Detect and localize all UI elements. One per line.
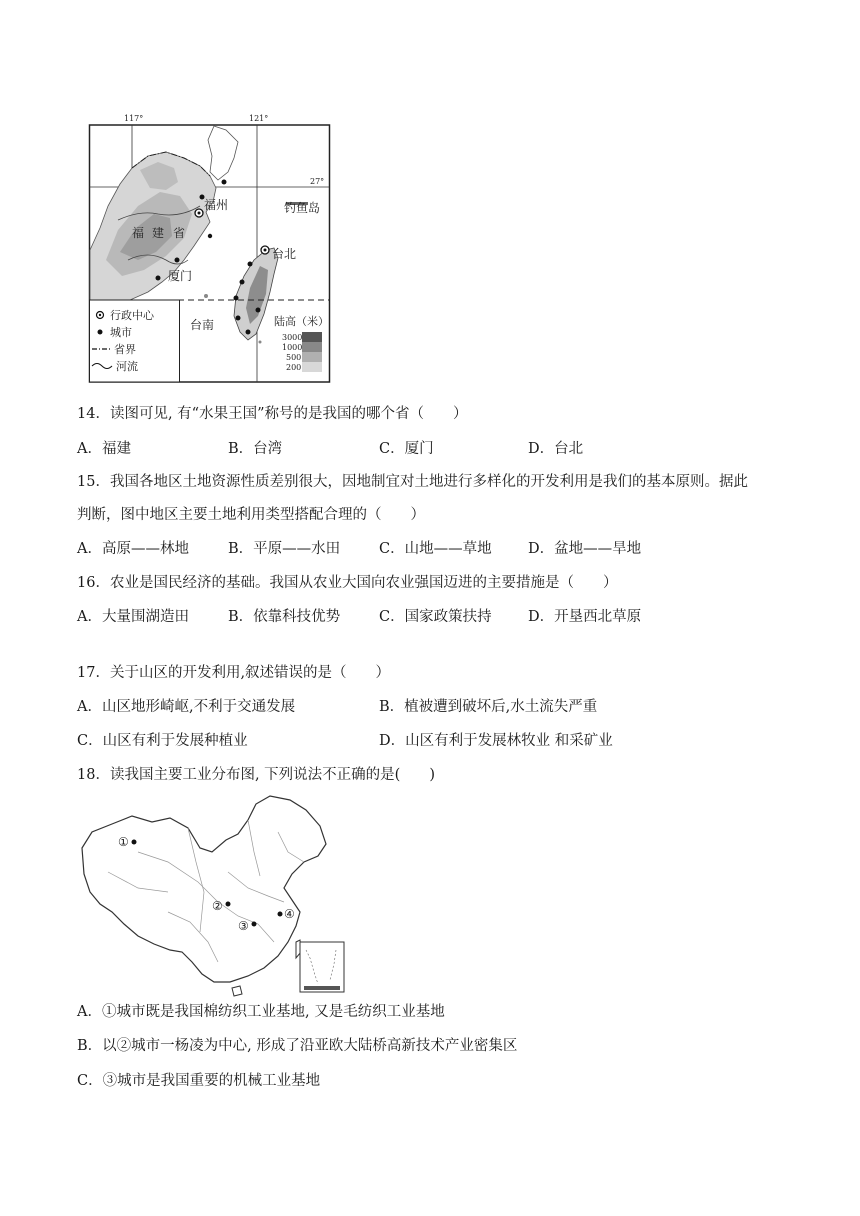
lon-label-117: 117° — [124, 114, 144, 123]
label-taibei: 台北 — [272, 247, 297, 261]
lat-label-27: 27° — [310, 177, 325, 186]
tainan-dot — [236, 316, 241, 321]
legend-admin-center: 行政中心 — [110, 309, 154, 322]
q15-option-a[interactable]: A．高原——林地 — [77, 541, 189, 557]
q17-stem: 17．关于山区的开发利用,叙述错误的是（ ） — [77, 665, 391, 681]
q16-option-d[interactable]: D．开垦西北草原 — [528, 609, 642, 625]
marker-1: ① — [118, 835, 129, 849]
q17-option-b[interactable]: B．植被遭到破坏后,水土流失严重 — [379, 699, 598, 715]
elev-label-3000: 3000 — [282, 333, 303, 342]
q18-option-b[interactable]: B．以②城市一杨凌为中心, 形成了沿亚欧大陆桥高新技术产业密集区 — [77, 1038, 518, 1054]
q15-option-b[interactable]: B．平原——水田 — [228, 541, 341, 557]
q17-option-a[interactable]: A．山区地形崎岖,不利于交通发展 — [77, 699, 296, 715]
elev-label-200: 200 — [286, 363, 302, 372]
elevation-title: 陆高（米） — [274, 315, 329, 328]
china-industry-map — [78, 792, 350, 997]
elev-label-500: 500 — [286, 353, 302, 362]
q16-option-a[interactable]: A．大量围湖造田 — [77, 609, 189, 625]
label-fujian-2: 建 — [152, 226, 165, 240]
elev-shade-500 — [302, 352, 322, 362]
china-outline — [82, 796, 326, 982]
legend-province-border: 省界 — [114, 343, 136, 356]
q17-option-d[interactable]: D．山区有利于发展林牧业 和采矿业 — [379, 733, 613, 749]
south-china-sea-inset — [300, 942, 344, 992]
label-tainan: 台南 — [190, 318, 215, 332]
elev-shade-200 — [302, 362, 322, 372]
label-diaoyu: 钓鱼岛 — [284, 201, 321, 215]
marker-4: ④ — [284, 907, 295, 921]
label-xiamen: 厦门 — [168, 269, 193, 283]
marker-3: ③ — [238, 919, 249, 933]
lon-label-121: 121° — [249, 114, 269, 123]
legend-city: 城市 — [110, 326, 132, 339]
q14-option-c[interactable]: C．厦门 — [379, 441, 434, 457]
marker-2: ② — [212, 899, 223, 913]
q16-option-b[interactable]: B．依靠科技优势 — [228, 609, 341, 625]
fujian-taiwan-map — [88, 110, 333, 385]
q14-option-b[interactable]: B．台湾 — [228, 441, 283, 457]
q16-stem: 16．农业是国民经济的基础。我国从农业大国向农业强国迈进的主要措施是（ ） — [77, 575, 618, 591]
elev-shade-1000 — [302, 342, 322, 352]
q14-option-d[interactable]: D．台北 — [528, 441, 584, 457]
q15-stem-line1: 15．我国各地区土地资源性质差别很大，因地制宜对土地进行多样化的开发利用是我们的基本原则。据此 — [77, 474, 748, 490]
q15-stem-line2: 判断，图中地区主要土地利用类型搭配合理的（ ） — [77, 507, 425, 523]
xiamen-dot — [175, 258, 180, 263]
q18-option-a[interactable]: A．①城市既是我国棉纺织工业基地, 又是毛纺织工业基地 — [77, 1004, 445, 1020]
q14-stem: 14．读图可见, 有“水果王国”称号的是我国的哪个省（ ） — [77, 406, 468, 422]
label-fujian-1: 福 — [132, 226, 145, 240]
q18-stem: 18．读我国主要工业分布图, 下列说法不正确的是( ) — [77, 767, 435, 783]
elev-label-1000: 1000 — [282, 343, 303, 352]
legend-river: 河流 — [116, 360, 138, 373]
q17-option-c[interactable]: C．山区有利于发展种植业 — [77, 733, 248, 749]
label-fujian-3: 省 — [173, 226, 186, 240]
label-fuzhou: 福州 — [204, 198, 229, 212]
q15-option-c[interactable]: C．山地——草地 — [379, 541, 492, 557]
q16-option-c[interactable]: C．国家政策扶持 — [379, 609, 492, 625]
q14-option-a[interactable]: A．福建 — [77, 441, 131, 457]
q18-option-c[interactable]: C．③城市是我国重要的机械工业基地 — [77, 1073, 321, 1089]
q15-option-d[interactable]: D．盆地——旱地 — [528, 541, 642, 557]
elev-shade-3000 — [302, 332, 322, 342]
